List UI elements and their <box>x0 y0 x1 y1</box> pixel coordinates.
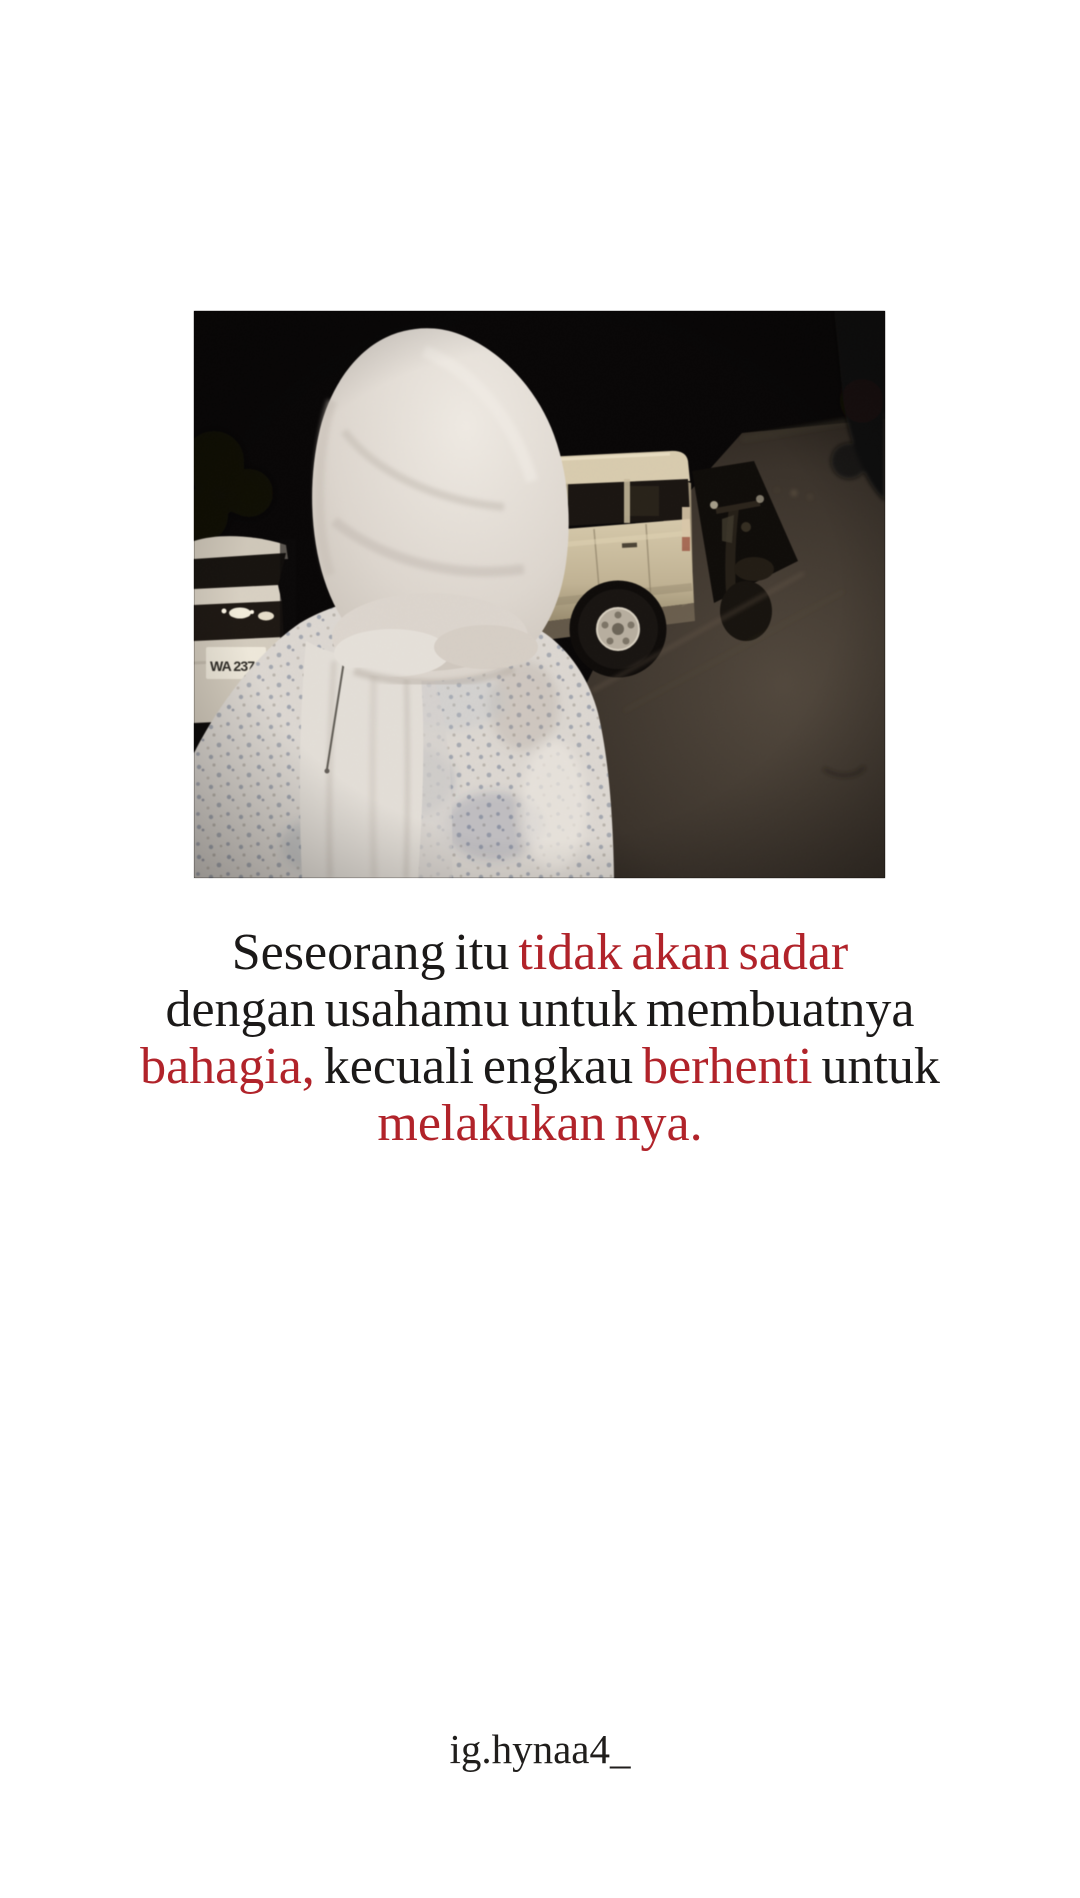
quote-line-3 <box>0 1038 1080 1095</box>
night-photo <box>194 311 885 878</box>
quote-segment: berhenti <box>642 1038 813 1095</box>
quote-line-2 <box>0 981 1080 1038</box>
quote-text <box>0 924 1080 1152</box>
film-grain <box>194 311 885 878</box>
quote-segment: bahagia, <box>140 1038 315 1095</box>
quote-segment: tidak akan sadar <box>518 924 849 981</box>
quote-segment: kecuali engkau <box>314 1038 643 1095</box>
quote-segment: untuk <box>812 1038 940 1095</box>
photo-illustration <box>194 311 885 878</box>
quote-segment: melakukan nya. <box>377 1095 703 1152</box>
quote-segment: Seseorang itu <box>231 924 519 981</box>
quote-segment: dengan usahamu untuk membuatnya <box>165 981 915 1038</box>
quote-line-4 <box>0 1095 1080 1152</box>
quote-line-1 <box>0 924 1080 981</box>
instagram-handle: ig.hynaa4_ <box>449 1726 631 1772</box>
